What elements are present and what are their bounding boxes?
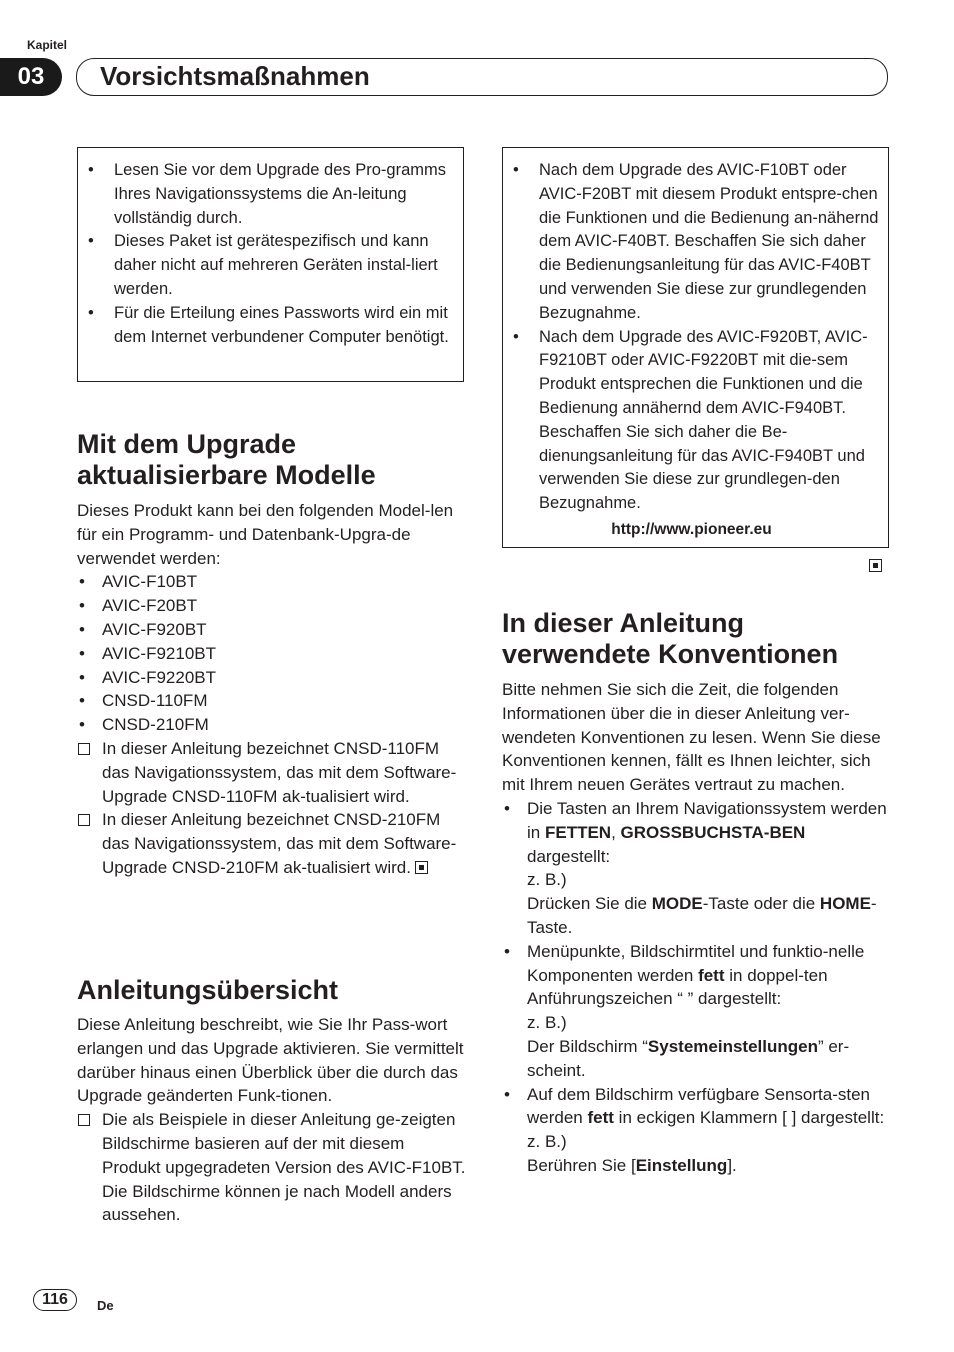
conventions-heading: In dieser Anleitung verwendete Konventionen [502, 608, 839, 669]
notice-item: • Nach dem Upgrade des AVIC-F10BT oder AVIC-F20BT mit diesem Produkt entspre-chen die Funktionen und die Bedienung an-nähernd dem AVIC-F40BT. Beschaffen Sie sich daher die Bedienungsanleitung für das AVIC-F40BT und verwenden Sie diese zur grundlegenden Bezugnahme. [503, 159, 880, 326]
overview-section [77, 975, 466, 1227]
chapter-label: Kapitel [27, 38, 68, 52]
notice-item: • Nach dem Upgrade des AVIC-F920BT, AVIC-F9210BT oder AVIC-F9220BT mit die-sem Produkt entsprechen die Funktionen und die Bedienung annähernd dem AVIC-F940BT. Beschaffen Sie sich daher die Be-dienungsanleitung für das AVIC-F940BT und verwenden Sie diese zur grundlegen-den Bezugnahme. [503, 326, 880, 516]
pioneer-url-link[interactable]: http://www.pioneer.eu [611, 520, 772, 538]
conventions-intro: Bitte nehmen Sie sich die Zeit, die folgenden Informationen über die in dieser Anleitung ver-wendeten Konventionen zu lesen. Wenn Sie diese Konventionen kennen, fällt es Ihnen leichter, sich mit Ihrem neuen Gerätes vertraut zu machen. [502, 680, 881, 795]
notice-item: • Für die Erteilung eines Passworts wird ein mit dem Internet verbundener Computer benötigt. [78, 302, 453, 350]
language-code: De [97, 1298, 114, 1313]
models-heading: Mit dem Upgrade aktualisierbare Modelle [77, 429, 376, 490]
model-item: • AVIC-F920BT [77, 618, 466, 642]
note-item: In dieser Anleitung bezeichnet CNSD-110FM das Navigationssystem, das mit dem Software-Upgrade CNSD-110FM ak-tualisiert wird. [77, 737, 466, 808]
right-notice-box [502, 147, 889, 548]
conventions-section [502, 608, 892, 1178]
model-item: • AVIC-F9220BT [77, 666, 466, 690]
chapter-number-badge: 03 [0, 58, 62, 96]
page-number: 116 [33, 1289, 77, 1311]
convention-item: • Menüpunkte, Bildschirmtitel und funktio-nelle Komponenten werden fett in doppel-ten Anführungszeichen “ ” dargestellt: z. B.) Der Bildschirm “Systemeinstellungen” er-scheint. [502, 940, 892, 1083]
note-item [77, 808, 466, 879]
example-text: Berühren Sie [Einstellung]. [527, 1155, 737, 1175]
section-end-icon [415, 861, 428, 874]
model-item: • CNSD-210FM [77, 713, 466, 737]
model-item: • CNSD-110FM [77, 689, 466, 713]
example-label: z. B.) [527, 1132, 567, 1152]
chapter-title: Vorsichtsmaßnahmen [100, 61, 370, 91]
convention-item: • Die Tasten an Ihrem Navigationssystem werden in FETTEN, GROSSBUCHSTA-BEN dargestellt: z. B.) Drücken Sie die MODE-Taste oder die HOME-Taste. [502, 797, 892, 940]
notice-item: • Lesen Sie vor dem Upgrade des Pro-gramms Ihres Navigationssystems die An-leitung vollständig durch. [78, 159, 453, 230]
example-label: z. B.) [527, 870, 567, 890]
model-item: • AVIC-F20BT [77, 594, 466, 618]
models-intro: Dieses Produkt kann bei den folgenden Model-len für ein Programm- und Datenbank-Upgra-de verwendet werden: [77, 501, 454, 568]
example-text: Der Bildschirm “Systemeinstellungen” er-scheint. [527, 1036, 850, 1080]
overview-heading: Anleitungsübersicht [77, 975, 339, 1005]
models-list [77, 570, 466, 879]
overview-intro: Diese Anleitung beschreibt, wie Sie Ihr Pass-wort erlangen und das Upgrade aktivieren. Sie vermittelt darüber hinaus einen Überblick über die durch das Upgrade geänderten Funk-tionen. [77, 1015, 464, 1106]
note-text: In dieser Anleitung bezeichnet CNSD-210FM das Navigationssystem, das mit dem Software-Upgrade CNSD-210FM ak-tualisiert wird. [102, 810, 457, 877]
section-end-icon [869, 559, 882, 572]
models-section [77, 429, 466, 880]
notice-item: • Dieses Paket ist gerätespezifisch und kann daher nicht auf mehreren Geräten instal-liert werden. [78, 230, 453, 301]
model-item: • AVIC-F9210BT [77, 642, 466, 666]
convention-item: • Auf dem Bildschirm verfügbare Sensorta-sten werden fett in eckigen Klammern [ ] dargestellt: z. B.) Berühren Sie [Einstellung]. [502, 1083, 892, 1178]
note-item: Die als Beispiele in dieser Anleitung ge-zeigten Bildschirme basieren auf der mit diesem Produkt upgegradeten Version des AVIC-F10BT. Die Bildschirme können je nach Modell anders aussehen. [77, 1108, 466, 1227]
model-item: • AVIC-F10BT [77, 570, 466, 594]
left-notice-box [77, 147, 464, 382]
example-label: z. B.) [527, 1013, 567, 1033]
example-text: Drücken Sie die MODE-Taste oder die HOME-Taste. [527, 894, 877, 937]
